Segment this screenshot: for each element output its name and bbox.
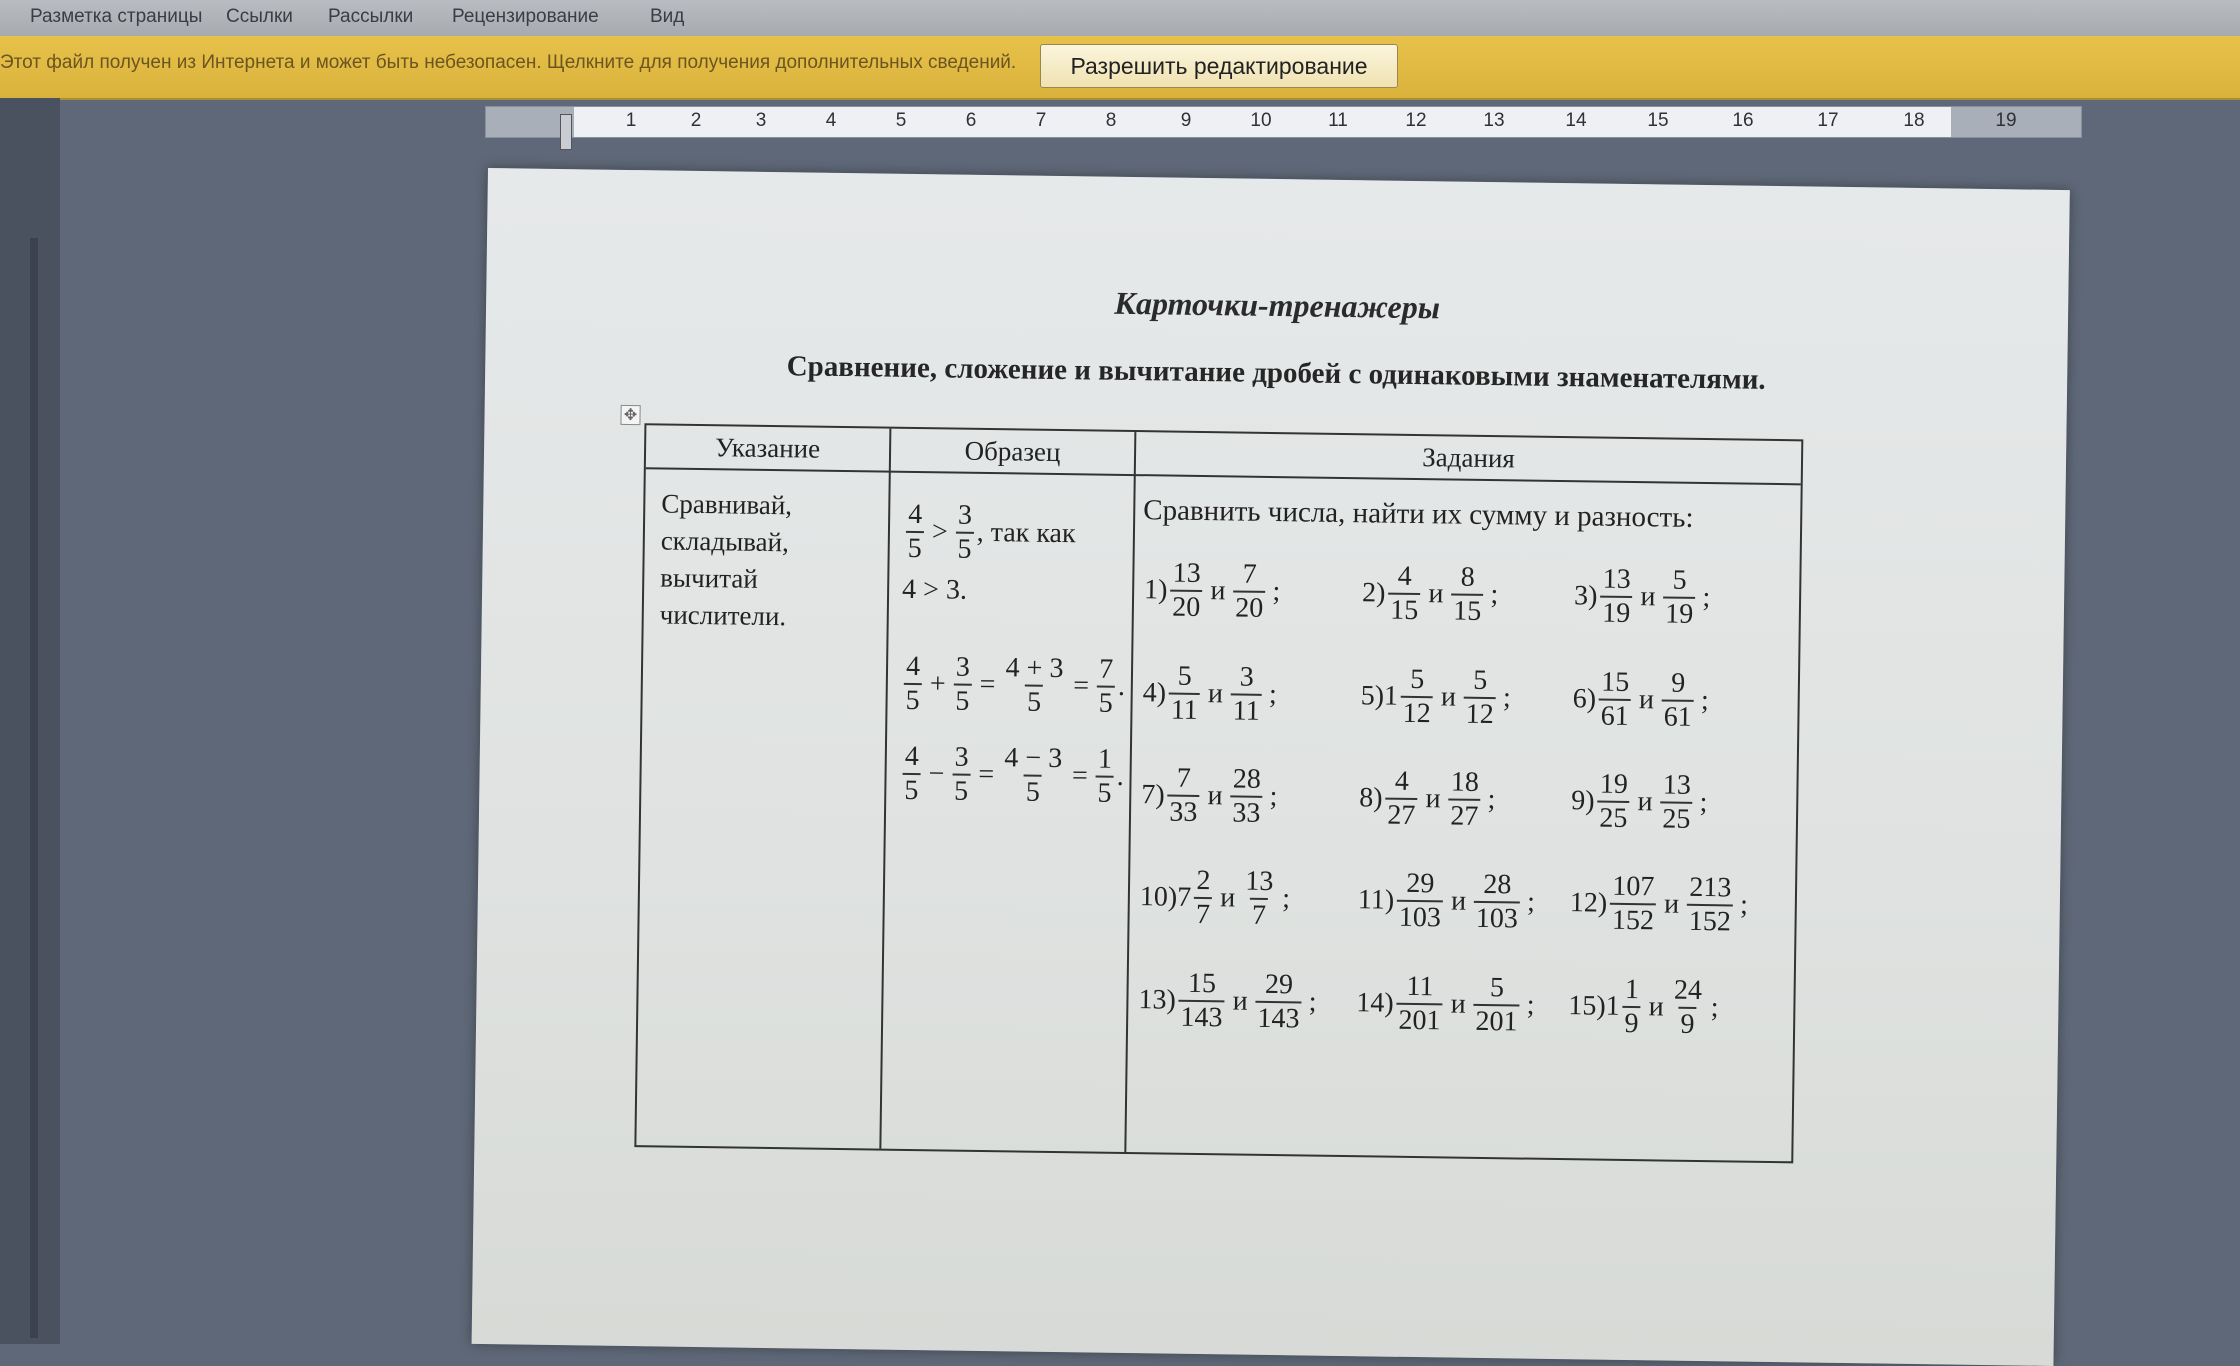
ruler-number: 17: [1817, 110, 1839, 131]
task-item: 3) $\frac{13}{19}$ и $\frac{5}{19}$ ;: [1573, 563, 1711, 630]
header-sample: Образец: [964, 435, 1061, 468]
task-item: 14) $\frac{11}{201}$ и $\frac{5}{201}$ ;: [1356, 970, 1535, 1038]
document-page[interactable]: [472, 168, 2070, 1366]
sample-diff: $\frac{4}{5}$ − $\frac{3}{5}$ = $\frac{4 - 3}{5}$ = $\frac{1}{5}$ .: [899, 741, 1124, 810]
ruler-number: 1: [625, 110, 637, 131]
enable-editing-button[interactable]: Разрешить редактирование: [1040, 44, 1398, 88]
ruler-number: 4: [825, 110, 837, 131]
ruler-number: 5: [895, 110, 907, 131]
task-item: 8) $\frac{4}{27}$ и $\frac{18}{27}$ ;: [1359, 765, 1496, 832]
ruler-number: 15: [1647, 110, 1669, 131]
tab-view[interactable]: Вид: [650, 6, 685, 27]
ruler-number: 16: [1732, 110, 1754, 131]
ruler-number: 13: [1483, 110, 1505, 131]
task-item: 9) $\frac{19}{25}$ и $\frac{13}{25}$ ;: [1571, 768, 1708, 835]
page-title: Карточки-тренажеры: [1114, 284, 1441, 326]
task-item: 10) 7 $\frac{2}{7}$ и $\frac{13}{7}$ ;: [1139, 864, 1291, 931]
indent-marker[interactable]: [560, 114, 572, 150]
header-instruction: Указание: [714, 432, 821, 464]
table-move-handle-icon[interactable]: ✥: [620, 405, 640, 425]
task-item: 6) $\frac{15}{61}$ и $\frac{9}{61}$ ;: [1572, 666, 1709, 733]
tab-review[interactable]: Рецензирование: [452, 6, 599, 27]
ruler-number: 10: [1250, 110, 1272, 131]
tab-mailings[interactable]: Рассылки: [328, 6, 414, 27]
task-item: 13) $\frac{15}{143}$ и $\frac{29}{143}$ ;: [1138, 967, 1317, 1035]
exercise-table: [634, 423, 1803, 1163]
ruler-number: 12: [1405, 110, 1427, 131]
ruler-number: 11: [1328, 110, 1348, 131]
ruler-number: 7: [1035, 110, 1047, 131]
ruler-number: 14: [1565, 110, 1587, 131]
task-item: 11) $\frac{29}{103}$ и $\frac{28}{103}$ ;: [1357, 867, 1536, 935]
sample-compare: $\frac{4}{5}$ > $\frac{3}{5}$ , так как: [902, 499, 1076, 567]
ribbon-tabs: [0, 0, 2240, 36]
task-item: 7) $\frac{7}{33}$ и $\frac{28}{33}$ ;: [1141, 762, 1278, 829]
ruler-number: 18: [1903, 110, 1925, 131]
task-item: 12) $\frac{107}{152}$ и $\frac{213}{152}$ ;: [1569, 870, 1749, 938]
instruction-text: Сравнивай, складывай, вычитай числители.: [659, 488, 793, 632]
tab-references[interactable]: Ссылки: [226, 6, 293, 27]
ruler-number: 3: [755, 110, 767, 131]
vertical-ruler: [0, 98, 60, 1344]
ruler-number: 9: [1180, 110, 1192, 131]
page-subtitle: Сравнение, сложение и вычитание дробей с одинаковыми знаменателями.: [786, 350, 1766, 396]
horizontal-ruler[interactable]: [485, 106, 2082, 138]
tab-page-layout[interactable]: Разметка страницы: [30, 6, 203, 27]
task-item: 5) 1 $\frac{5}{12}$ и $\frac{5}{12}$ ;: [1360, 663, 1512, 731]
task-item: 1) $\frac{13}{20}$ и $\frac{7}{20}$ ;: [1143, 557, 1281, 624]
sample-reason: 4 > 3.: [901, 573, 968, 606]
tasks-intro: Сравнить числа, найти их сумму и разность:: [1143, 494, 1694, 534]
task-item: 15) 1 $\frac{1}{9}$ и $\frac{24}{9}$ ;: [1568, 973, 1719, 1040]
sample-sum: $\frac{4}{5}$ + $\frac{3}{5}$ = $\frac{4 + 3}{5}$ = $\frac{7}{5}$ .: [900, 651, 1125, 720]
protected-view-bar: [0, 36, 2240, 100]
ruler-number: 6: [965, 110, 977, 131]
header-tasks: Задания: [1422, 442, 1516, 474]
ruler-number: 19: [1995, 110, 2017, 131]
ruler-number: 8: [1105, 110, 1117, 131]
protected-view-message[interactable]: Этот файл получен из Интернета и может быть небезопасен. Щелкните для получения дополнительных сведений.: [0, 52, 1017, 73]
task-item: 4) $\frac{5}{11}$ и $\frac{3}{11}$ ;: [1142, 660, 1277, 727]
task-item: 2) $\frac{4}{15}$ и $\frac{8}{15}$ ;: [1361, 560, 1499, 627]
ruler-number: 2: [690, 110, 702, 131]
